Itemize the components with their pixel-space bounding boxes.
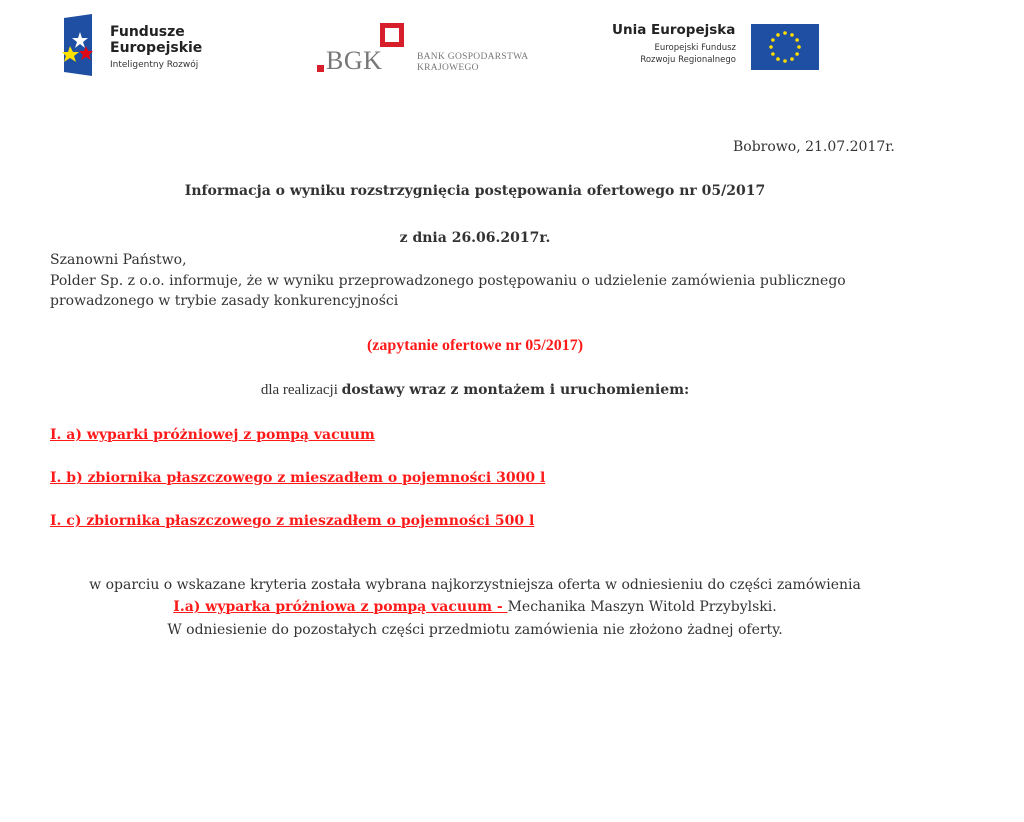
intro-line-1: Polder Sp. z o.o. informuje, że w wyniku przeprowadzonego postępowaniu o udzielenie zamówienia publicznego (50, 273, 846, 289)
intro-line-2: prowadzonego w trybie zasady konkurencyjności (50, 293, 399, 309)
fundusze-europejskie-logo (62, 12, 232, 78)
eu-logo-line2: Europejski Fundusz (654, 43, 736, 53)
eu-star-icon (776, 33, 780, 37)
item-c: I. c) zbiornika płaszczowego z mieszadłem o pojemności 500 l (50, 513, 535, 529)
fe-flag-icon (62, 14, 94, 76)
eu-logo-line3: Rozwoju Regionalnego (640, 55, 736, 65)
eu-star-icon (771, 52, 775, 56)
purpose-bold: dostawy wraz z montażem i uruchomieniem: (341, 382, 690, 398)
bgk-dot-icon (317, 65, 324, 72)
eu-star-icon (790, 57, 794, 61)
greeting: Szanowni Państwo, (50, 252, 187, 268)
eu-star-icon (769, 45, 773, 49)
result-line-2 (0, 597, 950, 617)
eu-logo (608, 22, 818, 72)
purpose-line (0, 380, 950, 400)
fe-logo-line3: Inteligentny Rozwój (110, 60, 199, 70)
bgk-full-name-line2: KRAJOWEGO (417, 63, 479, 73)
fe-logo-line1: Fundusze (110, 24, 185, 40)
bgk-full-name-line1: BANK GOSPODARSTWA (417, 52, 529, 62)
eu-star-icon (776, 57, 780, 61)
eu-star-icon (795, 38, 799, 42)
item-b: I. b) zbiornika płaszczowego z mieszadłem o pojemności 3000 l (50, 470, 546, 486)
purpose-prefix: dla realizacji (260, 382, 342, 398)
eu-star-icon (783, 31, 787, 35)
result-part: I.a) wyparka próżniowa z pompą vacuum - (173, 599, 508, 615)
bgk-short-name: BGK (326, 46, 383, 75)
eu-logo-line1: Unia Europejska (612, 22, 736, 38)
fe-logo-line2: Europejskie (110, 40, 203, 56)
document-title: Informacja o wyniku rozstrzygnięcia postępowania ofertowego nr 05/2017 (184, 183, 766, 199)
bgk-logo (312, 20, 552, 80)
eu-star-icon (797, 45, 801, 49)
inquiry-reference: (zapytanie ofertowe nr 05/2017) (366, 337, 584, 354)
eu-star-icon (771, 38, 775, 42)
result-line-1: w oparciu o wskazane kryteria została wybrana najkorzystniejsza oferta w odniesieniu do części zamówienia (89, 577, 861, 593)
eu-star-icon (795, 52, 799, 56)
place-and-date: Bobrowo, 21.07.2017r. (733, 139, 895, 155)
document-subtitle: z dnia 26.06.2017r. (399, 230, 551, 246)
result-winner: Mechanika Maszyn Witold Przybylski. (507, 599, 777, 615)
eu-star-icon (790, 33, 794, 37)
eu-star-icon (783, 59, 787, 63)
bgk-square-icon (380, 23, 404, 47)
eu-flag-icon (751, 24, 819, 70)
result-line-3: W odniesienie do pozostałych części przedmiotu zamówienia nie złożono żadnej oferty. (167, 622, 783, 638)
item-a: I. a) wyparki próżniowej z pompą vacuum (50, 427, 375, 443)
